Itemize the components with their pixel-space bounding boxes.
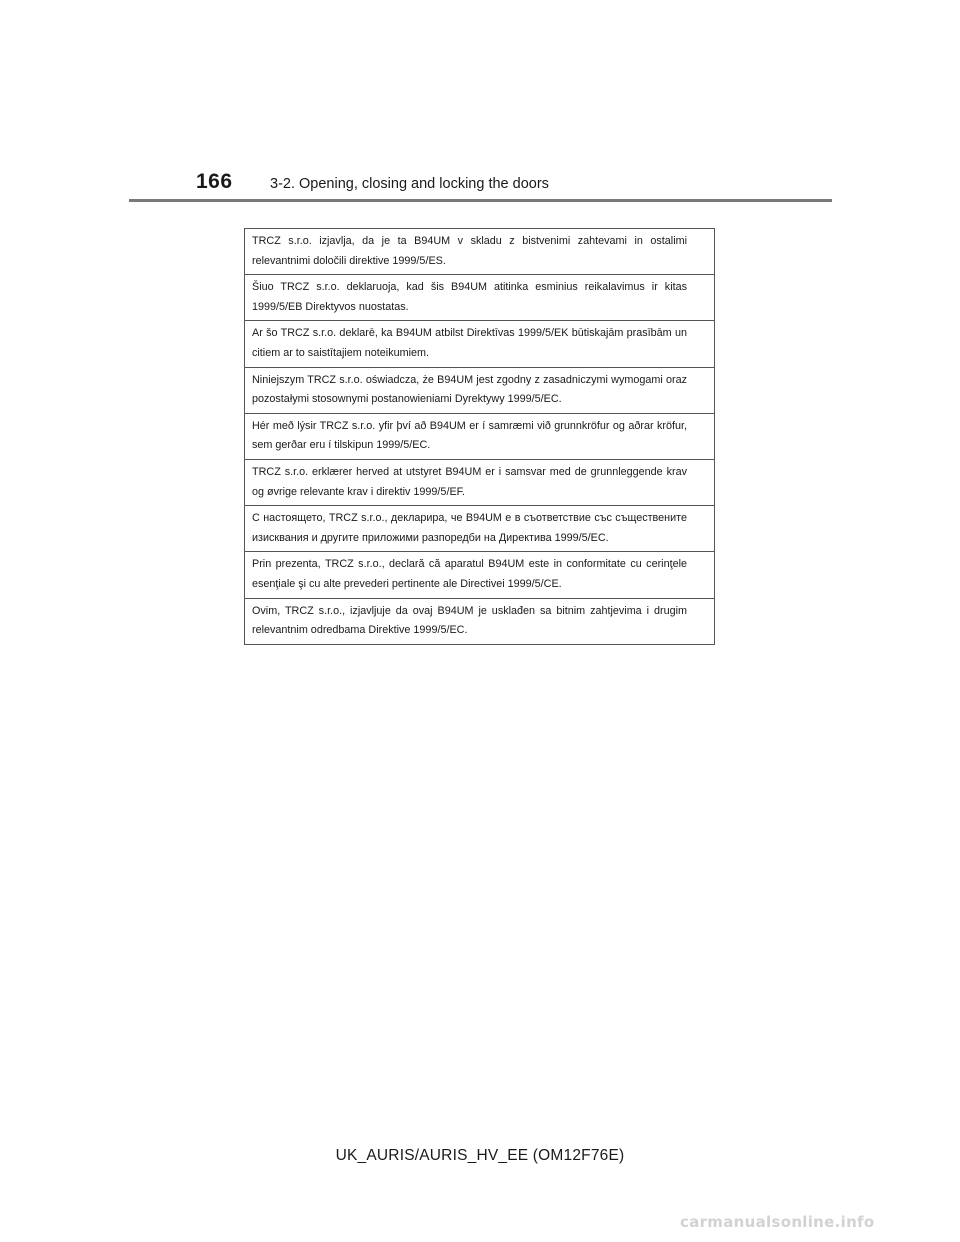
declaration-icelandic: Hér með lýsir TRCZ s.r.o. yfir því að B94UM er í samræmi við grunnkröfur og aðrar kröfur, sem gerðar eru í tilskipun 1999/5/EC. [245,413,715,459]
table-row [245,506,715,552]
manual-code: UK_AURIS/AURIS_HV_EE (OM12F76E) [335,1147,625,1164]
table-row [245,321,715,367]
declaration-table [244,228,715,645]
table-row [245,275,715,321]
table-row [245,598,715,644]
declaration-norwegian: TRCZ s.r.o. erklærer herved at utstyret B94UM er i samsvar med de grunnleggende krav og øvrige relevante krav i direktiv 1999/5/EF. [245,459,715,505]
watermark: carmanualsonline.info [680,1213,875,1231]
table-row [245,413,715,459]
table-row [245,367,715,413]
table-row [245,459,715,505]
table-row [245,229,715,275]
declaration-lithuanian: Šiuo TRCZ s.r.o. deklaruoja, kad šis B94UM atitinka esminius reikalavimus ir kitas 1999/5/EB Direktyvos nuostatas. [245,275,715,321]
declaration-latvian: Ar šo TRCZ s.r.o. deklarē, ka B94UM atbilst Direktīvas 1999/5/EK būtiskajām prasībām un citiem ar to saistītajiem noteikumiem. [245,321,715,367]
declaration-croatian: Ovim, TRCZ s.r.o., izjavljuje da ovaj B94UM je usklađen sa bitnim zahtjevima i drugim relevantnim odredbama Direktive 1999/5/EC. [245,598,715,644]
section-title: 3-2. Opening, closing and locking the doors [270,176,549,192]
declaration-slovenian: TRCZ s.r.o. izjavlja, da je ta B94UM v skladu z bistvenimi zahtevami in ostalimi relevantnimi določili direktive 1999/5/ES. [245,229,715,275]
header-divider [129,199,832,202]
page-number: 166 [196,170,233,193]
declaration-polish: Niniejszym TRCZ s.r.o. oświadcza, że B94UM jest zgodny z zasadniczymi wymogami oraz pozostałymi stosownymi postanowieniami Dyrektywy 1999/5/EC. [245,367,715,413]
declaration-bulgarian: С настоящето, TRCZ s.r.o., декларира, че B94UM е в съответствие със съществените изисквания и другите приложими разпоредби на Директива 1999/5/EC. [245,506,715,552]
declaration-romanian: Prin prezenta, TRCZ s.r.o., declară că aparatul B94UM este in conformitate cu cerinţele esenţiale şi cu alte prevederi pertinente ale Directivei 1999/5/CE. [245,552,715,598]
table-row [245,552,715,598]
